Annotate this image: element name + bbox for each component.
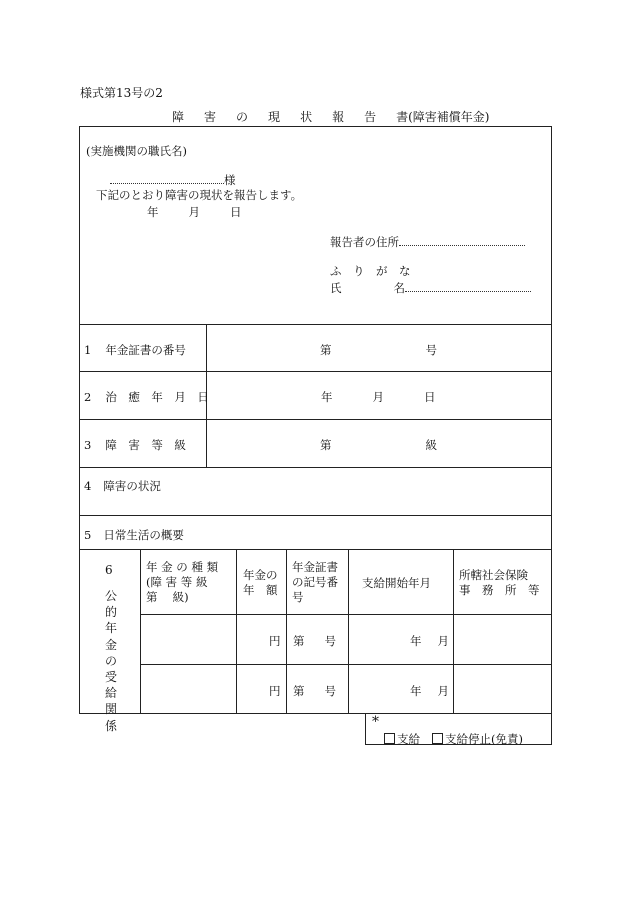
title-char: 報 (332, 110, 345, 124)
vertical-char: 受 (104, 670, 117, 685)
row-number: 4 (84, 479, 92, 493)
name-label-2: 名 (393, 281, 405, 295)
dotted-line (405, 280, 531, 292)
vertical-char: 金 (104, 637, 117, 652)
header-line: 年金証書 (292, 560, 338, 574)
value-suffix: 級 (425, 438, 437, 452)
date-day: 日 (230, 205, 242, 219)
divider (79, 467, 552, 468)
row2-label (84, 389, 209, 405)
dotted-line (110, 172, 224, 184)
row3-label (84, 437, 186, 453)
row-number: 2 (84, 390, 92, 404)
amount-yen[interactable]: 円 (269, 684, 281, 698)
date-month: 月 (188, 205, 200, 219)
title-char: 状 (300, 110, 313, 124)
vertical-char: 給 (104, 686, 117, 701)
row1-label (84, 342, 186, 358)
certificate-field[interactable] (293, 633, 336, 649)
row-number: 5 (84, 528, 92, 542)
header-line: (障 害 等 級 (146, 575, 208, 589)
header-office (459, 568, 540, 598)
divider (79, 515, 552, 516)
row-number: 1 (84, 343, 92, 357)
date-month: 月 (437, 684, 449, 698)
title-char: の (236, 110, 249, 124)
title-char: 障 (172, 110, 185, 124)
divider (348, 549, 349, 714)
row5-label (84, 527, 184, 543)
option-label: 支給停止(免責) (445, 732, 523, 746)
payment-checkbox[interactable] (384, 733, 395, 744)
header-line: 第 級) (146, 590, 189, 604)
vertical-char: の (104, 653, 117, 668)
value-prefix: 第 (320, 343, 332, 357)
divider (236, 549, 237, 714)
header-certificate-number (292, 560, 338, 605)
suspension-checkbox[interactable] (432, 733, 443, 744)
title-char: 書 (396, 110, 409, 124)
divider (453, 549, 454, 714)
divider (79, 549, 552, 550)
agency-name-field[interactable] (110, 172, 236, 188)
pension-number-field[interactable] (320, 342, 437, 358)
date-day: 日 (424, 390, 436, 404)
payment-start-field[interactable] (410, 633, 449, 649)
row-label: 年金証書の番号 (105, 343, 186, 357)
row-label: 治 癒 年 月 日 (105, 390, 209, 404)
cure-date-field[interactable] (321, 389, 436, 405)
date-month: 月 (437, 634, 449, 648)
row-label: 障害の状況 (103, 479, 161, 493)
section6-number: 6 (105, 563, 113, 577)
vertical-char: 関 (104, 702, 117, 717)
header-line: 所轄社会保険 (459, 568, 528, 582)
report-statement: 下記のとおり障害の現状を報告します。 (96, 188, 303, 202)
date-year: 年 (147, 205, 159, 219)
divider (79, 371, 552, 372)
name-label-1: 氏 (330, 281, 342, 295)
divider (140, 614, 552, 615)
note-options (384, 731, 523, 747)
title-char: 告 (364, 110, 377, 124)
address-label: 報告者の住所 (330, 235, 399, 249)
value-prefix: 第 (293, 634, 305, 648)
title-suffix: (障害補償年金) (408, 110, 490, 124)
date-year: 年 (410, 684, 422, 698)
row-label: 障 害 等 級 (105, 438, 186, 452)
header-line: 事 務 所 等 (459, 583, 540, 597)
header-pension-type (146, 560, 218, 605)
value-suffix: 号 (324, 634, 336, 648)
certificate-field[interactable] (293, 683, 336, 699)
disability-grade-field[interactable] (320, 437, 437, 453)
divider (286, 549, 287, 714)
value-suffix: 号 (425, 343, 437, 357)
value-prefix: 第 (320, 438, 332, 452)
address-field[interactable] (330, 234, 525, 250)
header-annual-amount (243, 568, 278, 598)
header-line: 年金の (243, 568, 278, 582)
row-label: 日常生活の概要 (103, 528, 184, 542)
amount-yen[interactable]: 円 (269, 634, 281, 648)
header-line: の記号番 (292, 575, 338, 589)
vertical-char: 公 (104, 589, 117, 603)
header-line: 年 金 の 種 類 (146, 560, 219, 574)
divider (79, 419, 552, 420)
date-year: 年 (321, 390, 333, 404)
option-label: 支給 (397, 732, 420, 746)
row-number: 3 (84, 438, 92, 452)
vertical-char: 的 (104, 605, 117, 620)
date-year: 年 (410, 634, 422, 648)
header-payment-start: 支給開始年月 (362, 576, 431, 590)
row4-label (84, 478, 161, 494)
divider (79, 324, 552, 325)
value-suffix: 号 (324, 684, 336, 698)
header-line: 年 額 (243, 583, 278, 597)
report-date[interactable] (147, 204, 242, 220)
agency-label: (実施機関の職氏名) (86, 144, 187, 158)
name-field[interactable] (330, 280, 531, 296)
divider (140, 549, 141, 714)
section6-vertical-label (104, 588, 118, 734)
sama-label: 様 (224, 173, 236, 187)
payment-start-field[interactable] (410, 683, 449, 699)
title-char: 害 (204, 110, 217, 124)
dotted-line (399, 234, 525, 246)
furigana-label: ふ り が な (330, 264, 411, 278)
divider (140, 664, 552, 665)
form-title (172, 108, 490, 125)
title-char: 現 (268, 110, 281, 124)
form-number: 様式第13号の2 (80, 86, 163, 100)
vertical-char: 年 (104, 621, 117, 636)
vertical-char: 係 (104, 718, 117, 733)
value-prefix: 第 (293, 684, 305, 698)
header-line: 号 (292, 590, 304, 604)
date-month: 月 (372, 390, 384, 404)
note-asterisk: * (372, 714, 379, 730)
